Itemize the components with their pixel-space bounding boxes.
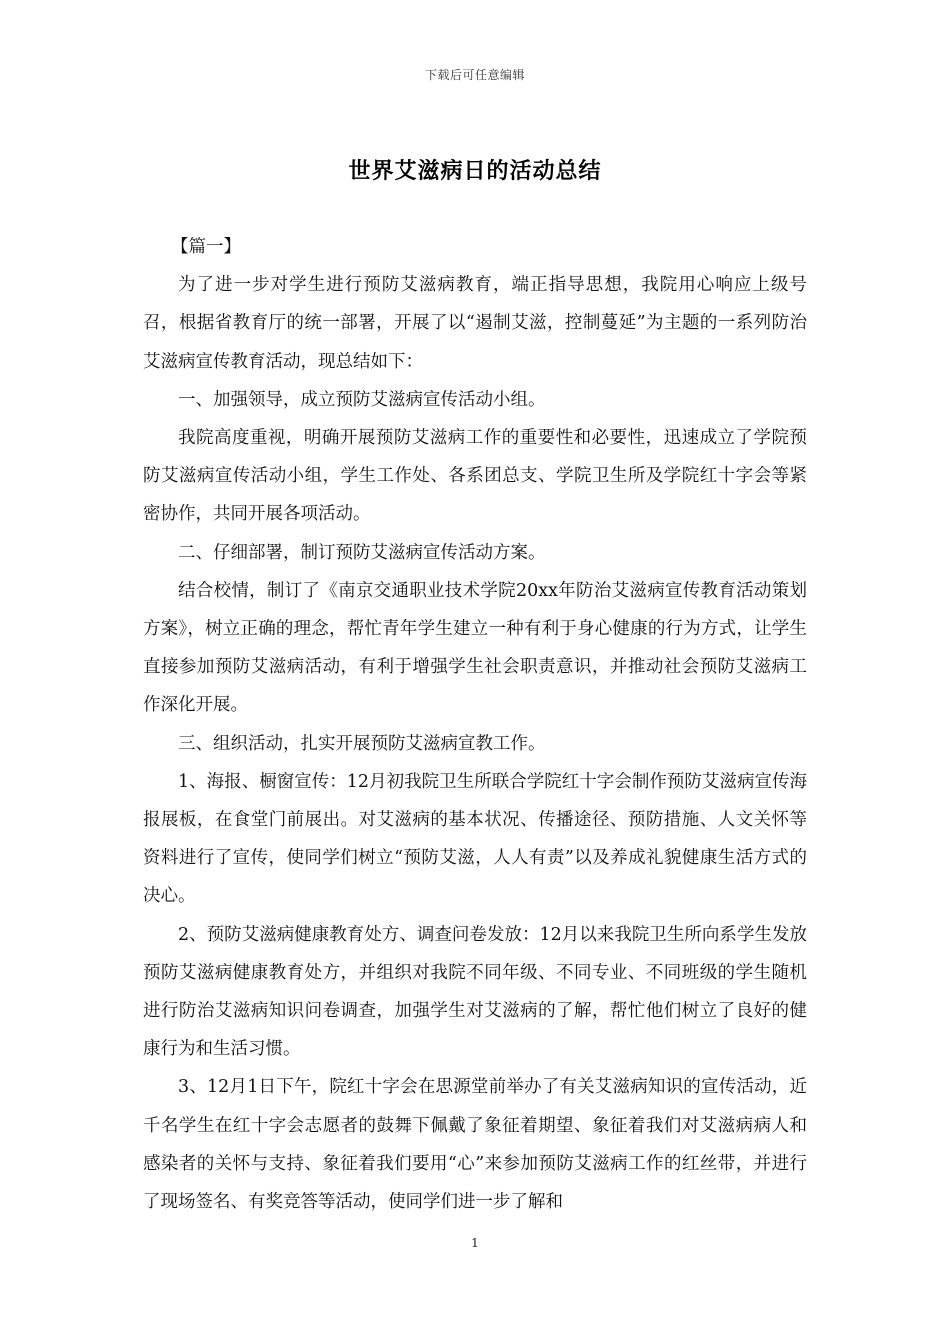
paragraph-item-1: 1、海报、橱窗宣传：12月初我院卫生所联合学院红十字会制作预防艾滋病宣传海报展板，在食堂门前展出。对艾滋病的基本状况、传播途径、预防措施、人文关怀等资料进行了宣传，使同学们树立“预防艾滋，人人有责”以及养成礼貌健康生活方式的决心。 [143,771,807,907]
paragraph-section-1: 我院高度重视，明确开展预防艾滋病工作的重要性和必要性，迅速成立了学院预防艾滋病宣传活动小组，学生工作处、各系团总支、学院卫生所及学院红十字会等紧密协作，共同开展各项活动。 [143,428,807,525]
heading-section-3: 三、组织活动，扎实开展预防艾滋病宣教工作。 [178,733,546,754]
document-body [143,228,807,1221]
paragraph-item-3: 3、12月1日下午，院红十字会在思源堂前举办了有关艾滋病知识的宣传活动，近千名学生在红十字会志愿者的鼓舞下佩戴了象征着期望、象征着我们对艾滋病病人和感染者的关怀与支持、象征着我们要用“心”来参加预防艾滋病工作的红丝带，并进行了现场签名、有奖竞答等活动，使同学们进一步了解和 [143,1077,807,1213]
page-number: 1 [471,1236,479,1250]
document-title: 世界艾滋病日的活动总结 [348,158,602,184]
heading-section-1: 一、加强领导，成立预防艾滋病宣传活动小组。 [178,389,546,410]
section-tag: 【篇一】 [171,237,241,257]
paragraph-item-2: 2、预防艾滋病健康教育处方、调查问卷发放：12月以来我院卫生所向系学生发放预防艾滋病健康教育处方，并组织对我院不同年级、不同专业、不同班级的学生随机进行防治艾滋病知识问卷调查，加强学生对艾滋病的了解，帮忙他们树立了良好的健康行为和生活习惯。 [143,924,807,1060]
heading-section-2: 二、仔细部署，制订预防艾滋病宣传活动方案。 [178,542,546,563]
paragraph-intro: 为了进一步对学生进行预防艾滋病教育，端正指导思想，我院用心响应上级号召，根据省教育厅的统一部署，开展了以“遏制艾滋，控制蔓延”为主题的一系列防治艾滋病宣传教育活动，现总结如下： [143,275,807,372]
header-note: 下载后可任意编辑 [424,68,525,82]
paragraph-section-2: 结合校情，制订了《南京交通职业技术学院20xx年防治艾滋病宣传教育活动策划方案》，树立正确的理念，帮忙青年学生建立一种有利于身心健康的行为方式，让学生直接参加预防艾滋病活动，有利于增强学生社会职责意识，并推动社会预防艾滋病工作深化开展。 [143,580,807,716]
